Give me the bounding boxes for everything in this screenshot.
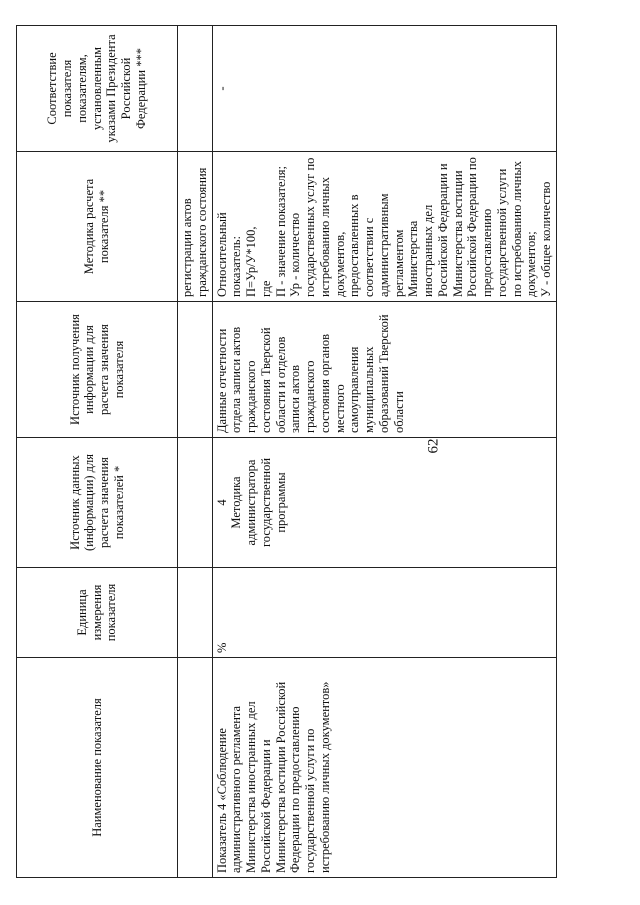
cell-conformity: -	[212, 26, 556, 152]
cell-unit: %	[212, 568, 556, 658]
table-header-row	[17, 26, 178, 878]
header-data-source: Источник данных (информации) для расчета значения показателей *	[17, 438, 178, 568]
cell-empty	[178, 438, 213, 568]
table-row	[212, 26, 556, 878]
cell-empty	[178, 26, 213, 152]
cell-data-source-number: 4	[214, 499, 229, 506]
cell-data-source-text: Методика администратора государственной программы	[229, 457, 288, 548]
page-number: 62	[425, 438, 442, 454]
header-conformity: Соответствие показателя показателям, установленным указами Президента Российской Федерации ***	[17, 26, 178, 152]
cell-data-source	[212, 438, 556, 568]
cell-method: Относительный показатель: П=Ур/У*100, где П - значение показателя; Ур - количество государственных услуг по истребованию личных документов, предоставленных в соответствии с административным регламентом Министерства иностранных дел Российской Федерации и Министерства юстиции Российской Федерации по предоставлению государственной услуги по истребованию личных документов; У - общее количество	[212, 152, 556, 302]
header-indicator-name: Наименование показателя	[17, 658, 178, 878]
indicator-table	[16, 25, 557, 878]
header-unit: Единица измерения показателя	[17, 568, 178, 658]
header-method: Методика расчета показателя **	[17, 152, 178, 302]
cell-indicator-name: Показатель 4 «Соблюдение административного регламента Министерства иностранных дел Российской Федерации и Министерства юстиции Российской Федерации по предоставлению государственной услуги по истребованию личных документов»	[212, 658, 556, 878]
cell-method-continuation: регистрации актов гражданского состояния	[178, 152, 213, 302]
table-row-continuation	[178, 26, 213, 878]
header-info-source: Источник получения информации для расчета значения показателя	[17, 302, 178, 438]
cell-empty	[178, 302, 213, 438]
cell-empty	[178, 568, 213, 658]
cell-info-source: Данные отчетности отдела записи актов гражданского состояния Тверской области и отделов записи актов гражданского состояния органов местного самоуправления муниципальных образований Тверской области	[212, 302, 556, 438]
cell-empty	[178, 658, 213, 878]
